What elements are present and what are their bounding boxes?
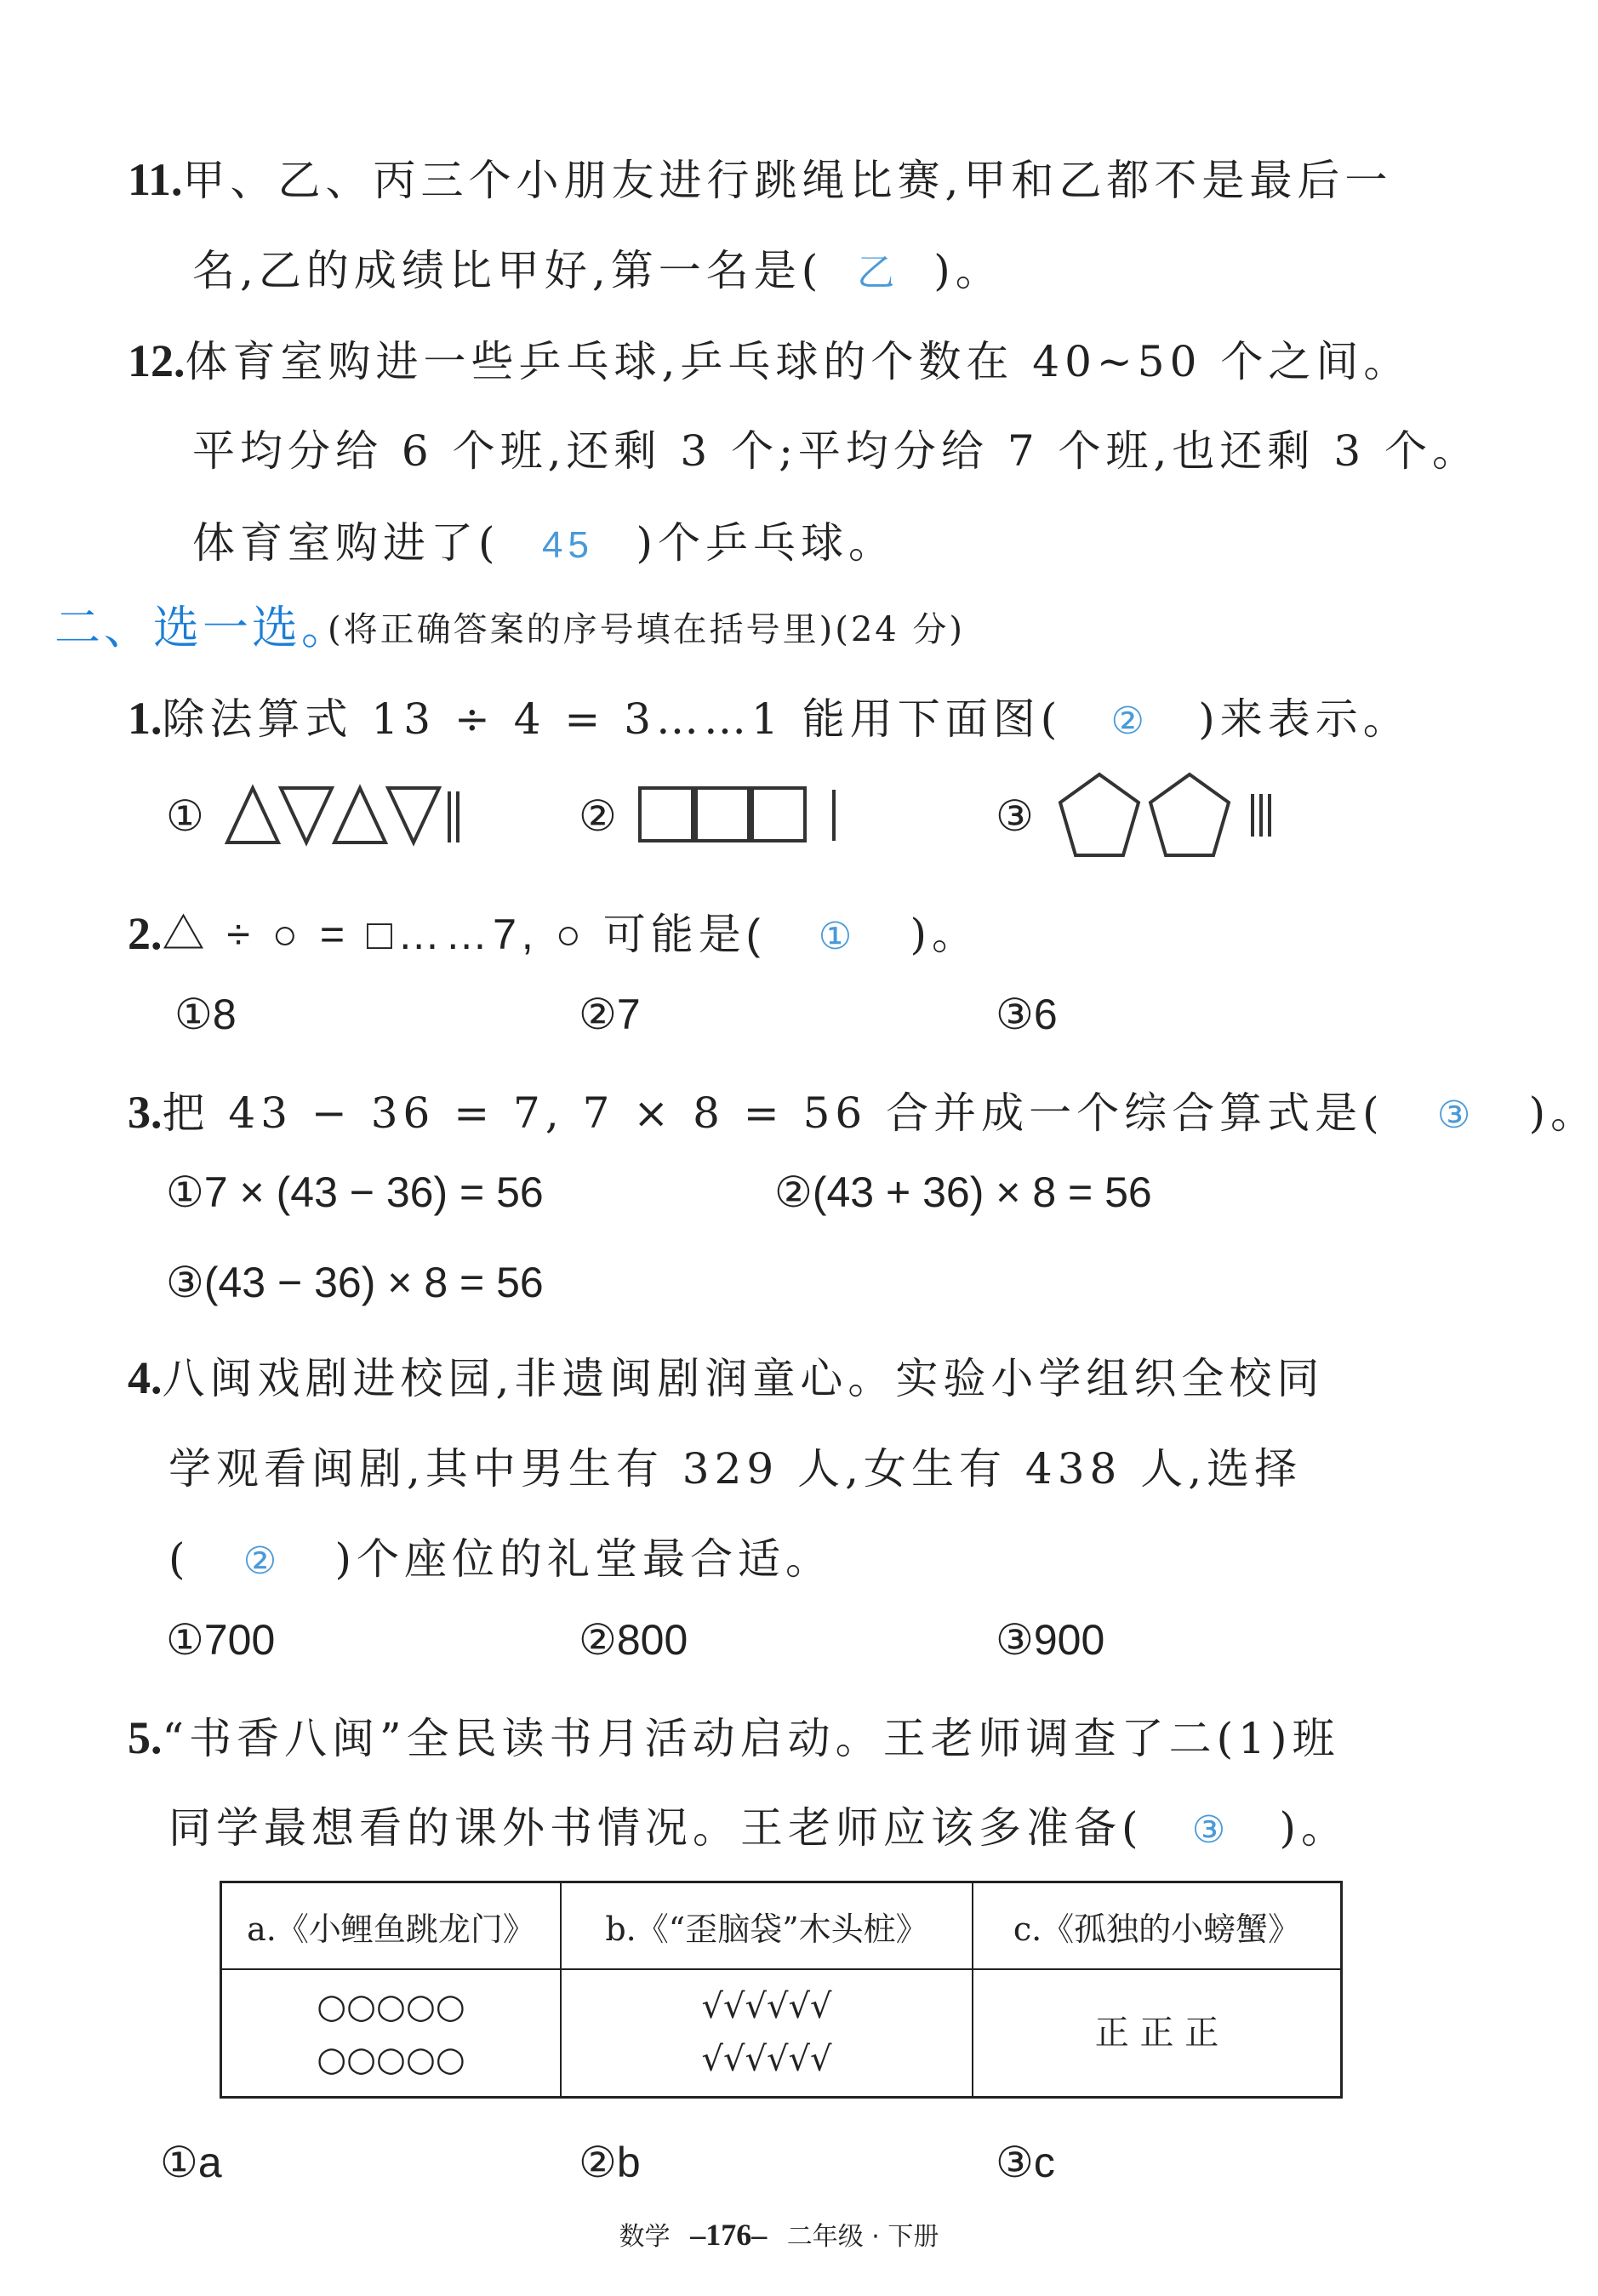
c1-text: 除法算式 13 ÷ 4 = 3……1 能用下面图( bbox=[162, 694, 1063, 744]
table-cell-a bbox=[221, 1969, 562, 2098]
c4-line2: 学观看闽剧,其中男生有 329 人,女生有 438 人,选择 bbox=[168, 1444, 1303, 1494]
tally-checks-row1: √√√√√√ bbox=[701, 1987, 832, 2026]
footer-subject: 数学 bbox=[619, 2222, 671, 2252]
c4-line1 bbox=[128, 1345, 1324, 1406]
q12-text-line3-end: )个乒乓球。 bbox=[636, 518, 897, 568]
c1-option-1-label: ① bbox=[166, 792, 204, 840]
c5-line2 bbox=[168, 1794, 1349, 1855]
c5-option-2[interactable]: ②b bbox=[579, 2139, 641, 2186]
c3-text: 把 43 − 36 = 7, 7 × 8 = 56 合并成一个综合算式是( bbox=[162, 1088, 1384, 1138]
c4-text-line1: 八闽戏剧进校园,非遗闽剧润童心。实验小学组织全校同 bbox=[162, 1354, 1325, 1403]
book-survey-table bbox=[220, 1881, 1343, 2099]
q11-answer[interactable]: 乙 bbox=[857, 252, 900, 294]
c2-answer[interactable]: ① bbox=[818, 916, 858, 957]
c4-option-2[interactable]: ②800 bbox=[579, 1616, 688, 1664]
c4-number: 4. bbox=[128, 1352, 163, 1403]
c3-line bbox=[128, 1079, 1598, 1140]
c2-option-3[interactable]: ③6 bbox=[996, 991, 1058, 1038]
c1-option-3-label: ③ bbox=[996, 792, 1034, 840]
c1-option-3[interactable] bbox=[996, 791, 1034, 841]
q12-answer[interactable]: 45 bbox=[542, 524, 594, 566]
section2-title: 二、选一选。 bbox=[54, 601, 351, 654]
table-header-a: a.《小鲤鱼跳龙门》 bbox=[221, 1882, 562, 1970]
tally-circles-row1: ○○○○○ bbox=[317, 1987, 465, 2026]
c1-text-end: )来表示。 bbox=[1198, 694, 1411, 744]
table-cell-b bbox=[561, 1969, 973, 2098]
c5-number: 5. bbox=[128, 1712, 163, 1763]
q11-number: 11. bbox=[128, 154, 183, 205]
tally-checks-row2: √√√√√√ bbox=[701, 2040, 832, 2079]
q12-text-line3: 体育室购进了( bbox=[192, 518, 500, 568]
q11-text-line1: 甲、乙、丙三个小朋友进行跳绳比赛,甲和乙都不是最后一 bbox=[182, 156, 1393, 205]
table-header-b: b.《“歪脑袋”木头桩》 bbox=[561, 1882, 973, 1970]
c2-text-end: )。 bbox=[910, 910, 979, 959]
c3-number: 3. bbox=[128, 1087, 163, 1138]
table-header-row bbox=[221, 1882, 1342, 1970]
c1-option-2-label: ② bbox=[579, 792, 617, 840]
c3-option-1[interactable]: ①7 × (43 − 36) = 56 bbox=[166, 1168, 544, 1216]
c5-text-line1: “书香八闽”全民读书月活动启动。王老师调查了二(1)班 bbox=[162, 1714, 1340, 1763]
q12-text-line1: 体育室购进一些乒乓球,乒乓球的个数在 40~50 个之间。 bbox=[185, 337, 1412, 386]
table-row bbox=[221, 1969, 1342, 2098]
c1-line bbox=[128, 685, 1411, 746]
q12-number: 12. bbox=[128, 335, 185, 386]
footer-grade: 二年级 · 下册 bbox=[786, 2222, 939, 2252]
q11-text-line2: 名,乙的成绩比甲好,第一名是( bbox=[192, 246, 824, 295]
c1-answer[interactable]: ② bbox=[1110, 700, 1150, 742]
c1-option-1[interactable] bbox=[166, 791, 204, 841]
c5-text-line2-end: )。 bbox=[1279, 1803, 1350, 1853]
c4-option-3[interactable]: ③900 bbox=[996, 1616, 1105, 1664]
c2-option-2[interactable]: ②7 bbox=[579, 991, 641, 1038]
q12-line2: 平均分给 6 个班,还剩 3 个;平均分给 7 个班,也还剩 3 个。 bbox=[192, 426, 1481, 476]
q12-line1 bbox=[128, 328, 1411, 389]
c5-text-line2: 同学最想看的课外书情况。王老师应该多准备( bbox=[168, 1803, 1144, 1853]
c5-line1 bbox=[128, 1705, 1339, 1766]
c3-option-2[interactable]: ②(43 + 36) × 8 = 56 bbox=[774, 1168, 1152, 1216]
c4-line3 bbox=[168, 1525, 833, 1586]
c3-answer[interactable]: ③ bbox=[1436, 1094, 1476, 1136]
q11-line2 bbox=[192, 237, 1003, 298]
c2-line bbox=[128, 900, 979, 962]
c1-figure-1-triangles bbox=[223, 781, 478, 849]
c2-option-1[interactable]: ①8 bbox=[174, 991, 237, 1038]
q12-line3 bbox=[192, 509, 896, 570]
page-footer bbox=[0, 2215, 1558, 2253]
c3-option-3[interactable]: ③(43 − 36) × 8 = 56 bbox=[166, 1259, 544, 1306]
page-number: –176– bbox=[690, 2218, 768, 2252]
c1-option-2[interactable] bbox=[579, 791, 617, 841]
table-header-c: c.《孤独的小螃蟹》 bbox=[973, 1882, 1342, 1970]
c1-figure-2-squares bbox=[636, 781, 858, 849]
c5-answer[interactable]: ③ bbox=[1191, 1809, 1231, 1851]
c4-answer[interactable]: ② bbox=[243, 1540, 283, 1582]
c5-option-3[interactable]: ③c bbox=[996, 2139, 1055, 2186]
c2-text: △ ÷ ○ = □……7, ○ 可能是( bbox=[162, 911, 766, 958]
c2-number: 2. bbox=[128, 908, 163, 959]
q11-line1 bbox=[128, 146, 1392, 208]
c4-text-line3-end: )个座位的礼堂最合适。 bbox=[334, 1534, 834, 1584]
q11-text-line2-end: )。 bbox=[933, 246, 1003, 295]
c1-number: 1. bbox=[128, 693, 163, 744]
c3-text-end: )。 bbox=[1528, 1088, 1598, 1138]
tally-circles-row2: ○○○○○ bbox=[317, 2040, 465, 2079]
c4-text-line3: ( bbox=[168, 1534, 191, 1584]
table-cell-c: 正 正 正 bbox=[973, 1969, 1342, 2098]
c5-option-1[interactable]: ①a bbox=[160, 2139, 222, 2186]
c1-figure-3-pentagons bbox=[1055, 770, 1302, 864]
section2-note: (将正确答案的序号填在括号里)(24 分) bbox=[328, 610, 966, 649]
c4-option-1[interactable]: ①700 bbox=[166, 1616, 276, 1664]
